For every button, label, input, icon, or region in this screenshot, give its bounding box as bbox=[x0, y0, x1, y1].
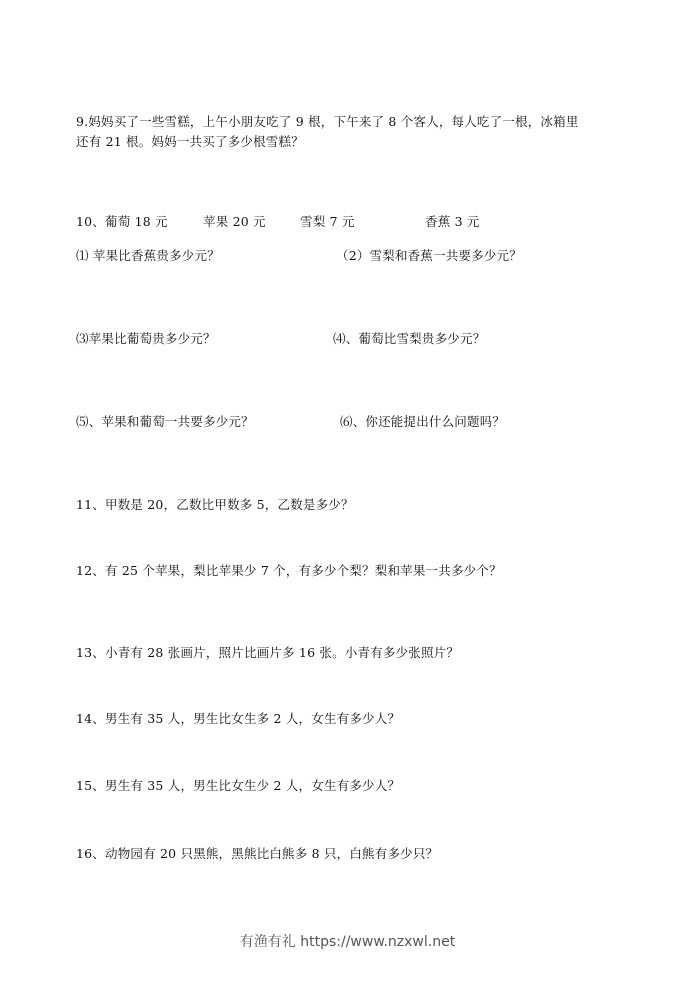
question-10-price-pear: 雪梨 7 元 bbox=[300, 214, 355, 229]
question-10-sub-3: ⑶苹果比葡萄贵多少元？ bbox=[76, 331, 216, 346]
question-14: 14、男生有 35 人，男生比女生多 2 人，女生有多少人？ bbox=[76, 711, 401, 726]
question-13: 13、小青有 28 张画片，照片比画片多 16 张。小青有多少张照片？ bbox=[76, 645, 460, 660]
question-15: 15、男生有 35 人，男生比女生少 2 人，女生有多少人？ bbox=[76, 778, 401, 793]
question-9-line-1: 9.妈妈买了一些雪糕，上午小朋友吃了 9 根，下午来了 8 个客人，每人吃了一根，冰箱里 bbox=[76, 114, 579, 129]
question-10-price-banana: 香蕉 3 元 bbox=[425, 214, 480, 229]
question-10-sub-1: ⑴ 苹果比香蕉贵多少元？ bbox=[76, 248, 220, 263]
question-10-sub-5: ⑸、苹果和葡萄一共要多少元？ bbox=[76, 414, 254, 429]
question-12: 12、有 25 个苹果，梨比苹果少 7 个，有多少个梨？梨和苹果一共多少个？ bbox=[76, 563, 502, 578]
question-10-price-apple: 苹果 20 元 bbox=[203, 214, 266, 229]
question-10-sub-6: ⑹、你还能提出什么问题吗？ bbox=[340, 414, 506, 429]
question-11: 11、甲数是 20，乙数比甲数多 5，乙数是多少？ bbox=[76, 497, 354, 512]
question-10-sub-4: ⑷、葡萄比雪梨贵多少元？ bbox=[333, 331, 486, 346]
question-10-price-grape: 10、葡萄 18 元 bbox=[76, 214, 168, 229]
question-10-sub-2: （2）雪梨和香蕉一共要多少元？ bbox=[336, 248, 522, 263]
question-9-line-2: 还有 21 根。妈妈一共买了多少根雪糕？ bbox=[76, 134, 304, 149]
question-16: 16、动物园有 20 只黑熊，黑熊比白熊多 8 只，白熊有多少只？ bbox=[76, 846, 439, 861]
footer-watermark: 有渔有礼 https://www.nzxwl.net bbox=[239, 934, 456, 950]
